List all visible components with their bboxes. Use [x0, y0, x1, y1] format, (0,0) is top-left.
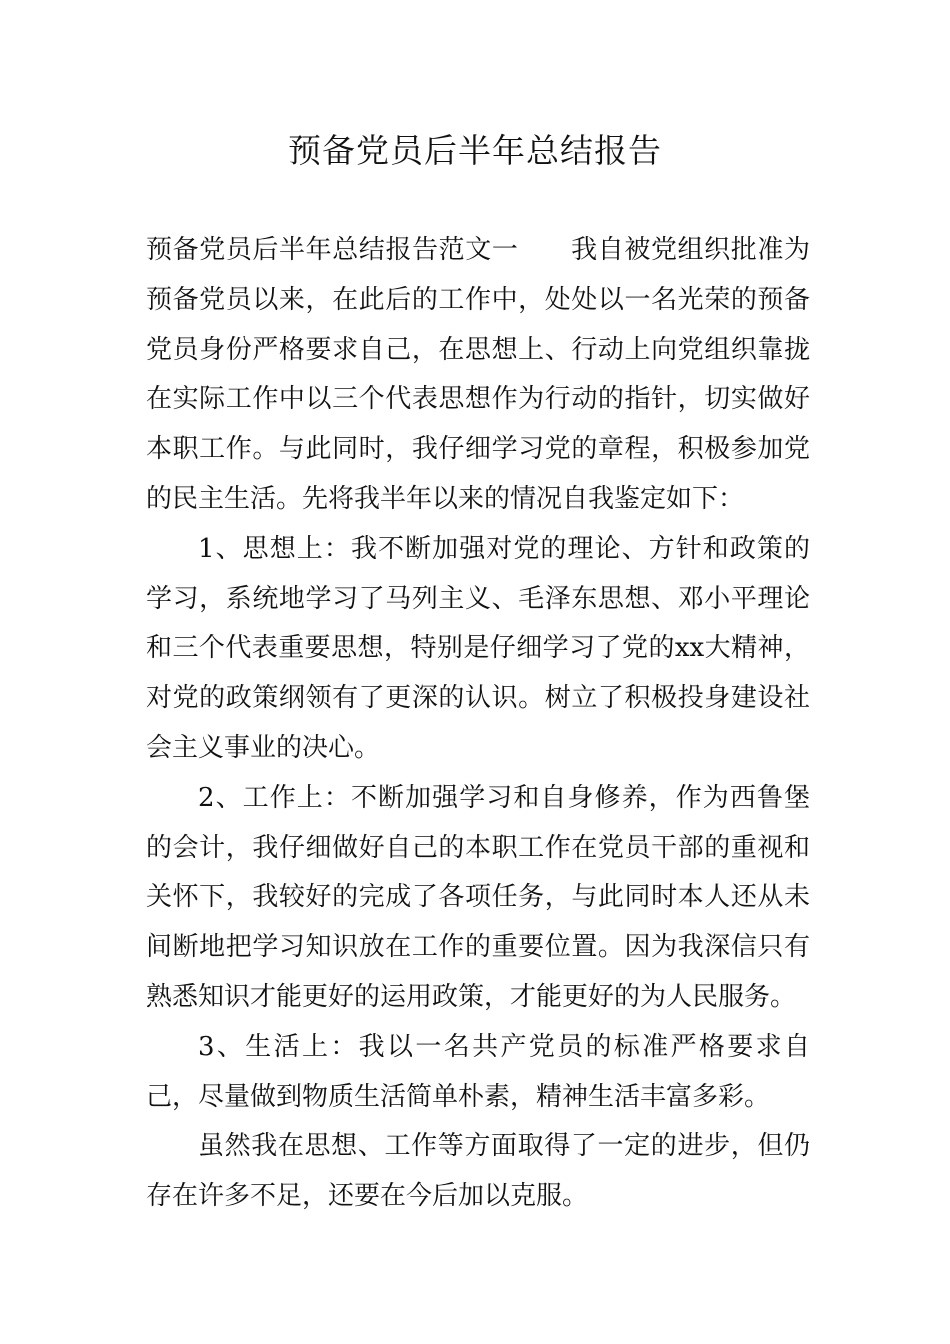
document-title: 预备党员后半年总结报告: [288, 131, 662, 170]
paragraph-4: 虽然我在思想、工作等方面取得了一定的进步，但仍存在许多不足，还要在今后加以克服。: [146, 1131, 810, 1212]
paragraph-2: 2、工作上：不断加强学习和自身修养，作为西鲁堡的会计，我仔细做好自己的本职工作在党员干部的重视和关怀下，我较好的完成了各项任务，与此同时本人还从未间断地把学习知识放在工作的重要位置。因为我深信只有熟悉知识才能更好的运用政策，才能更好的为人民服务。: [146, 782, 810, 1012]
paragraph-0: 我自被党组织批准为预备党员以来，在此后的工作中，处处以一名光荣的预备党员身份严格要求自己，在思想上、行动上向党组织靠拢在实际工作中以三个代表思想作为行动的指针，切实做好本职工作。与此同时，我仔细学习党的章程，积极参加党的民主生活。先将我半年以来的情况自我鉴定如下：: [146, 235, 810, 514]
document-body: [146, 226, 810, 1222]
paragraph-1: 1、思想上：我不断加强对党的理论、方针和政策的学习，系统地学习了马列主义、毛泽东思想、邓小平理论和三个代表重要思想，特别是仔细学习了党的xx大精神，对党的政策纲领有了更深的认识。树立了积极投身建设社会主义事业的决心。: [146, 533, 810, 763]
paragraph-3: 3、生活上：我以一名共产党员的标准严格要求自己，尽量做到物质生活简单朴素，精神生活丰富多彩。: [146, 1031, 810, 1112]
intro-heading: 预备党员后半年总结报告范文一: [146, 235, 519, 265]
intro-paragraph: [146, 226, 810, 525]
